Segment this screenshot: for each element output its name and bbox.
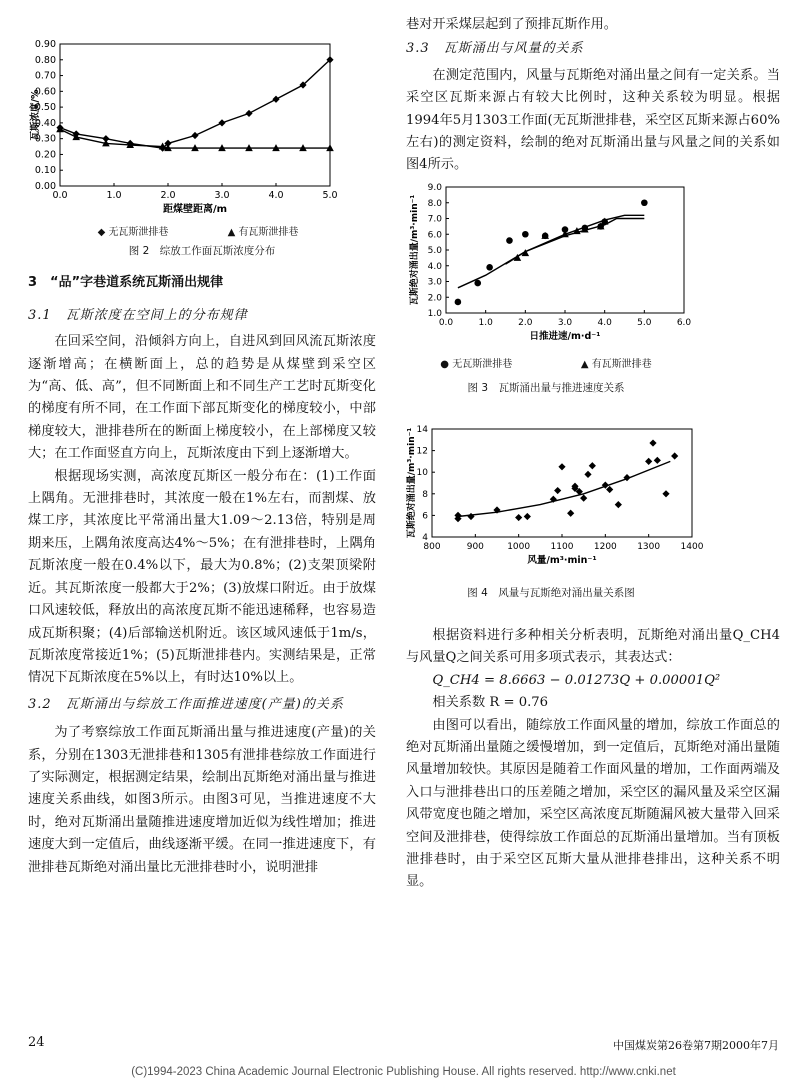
y-tick-label: 4 bbox=[422, 533, 428, 544]
x-axis-label: 风量/m³·min⁻¹ bbox=[527, 555, 597, 567]
y-tick-label: 10 bbox=[416, 468, 428, 479]
data-point bbox=[474, 280, 481, 287]
y-tick-label: 3.0 bbox=[427, 277, 442, 288]
figure-3-legend bbox=[406, 354, 686, 376]
y-tick-label: 0.80 bbox=[34, 54, 56, 66]
x-tick-label: 6.0 bbox=[676, 317, 692, 328]
x-tick-label: 1200 bbox=[593, 542, 617, 553]
x-axis-label: 距煤壁距离/m bbox=[162, 204, 228, 215]
legend-item: ◆ 无瓦斯泄排巷 bbox=[97, 227, 169, 239]
section-3-3-title: 3.3 瓦斯涌出与风量的关系 bbox=[406, 41, 584, 57]
data-point bbox=[515, 514, 522, 521]
data-point bbox=[671, 452, 678, 459]
data-point bbox=[554, 487, 561, 494]
y-tick-label: 0.60 bbox=[34, 86, 56, 98]
x-tick-label: 2.0 bbox=[160, 190, 176, 201]
y-tick-label: 0.00 bbox=[34, 181, 56, 192]
plot-frame bbox=[60, 44, 330, 186]
y-tick-label: 5.0 bbox=[427, 245, 442, 256]
plot-frame bbox=[446, 187, 684, 313]
journal-info: 中国煤炭第26卷第7期2000年7月 bbox=[613, 1039, 779, 1052]
data-point bbox=[584, 471, 591, 478]
figure-2-chart bbox=[28, 38, 338, 216]
y-tick-label: 0.20 bbox=[34, 149, 56, 161]
paragraph: 在回采空间，沿倾斜方向上，自进风到回风流瓦斯浓度逐渐增高；在横断面上，总的趋势是从煤壁到采空区为“高、低、高”，但不同断面上和不同生产工艺时瓦斯变化的梯度有所不同，在工作面下部瓦斯变化的梯度较小，中部梯度较大，泄排巷所在的断面上梯度较小，在上部梯度又较大；在工作面竖直方向上，瓦斯浓度由下到上逐渐增大。 bbox=[28, 334, 376, 462]
x-tick-label: 5.0 bbox=[637, 317, 652, 328]
figure-4 bbox=[406, 423, 780, 605]
figure-2 bbox=[28, 38, 376, 238]
legend-label: 有瓦斯泄排巷 bbox=[238, 227, 299, 239]
data-point bbox=[580, 495, 587, 502]
data-point bbox=[654, 457, 661, 464]
data-point bbox=[558, 463, 565, 470]
y-tick-label: 9.0 bbox=[427, 182, 442, 193]
formula: Q_CH4 = 8.6663 − 0.01273Q + 0.00001Q² bbox=[432, 672, 721, 688]
data-point bbox=[467, 513, 474, 520]
y-tick-label: 0.40 bbox=[34, 117, 56, 129]
figure-3 bbox=[406, 181, 780, 399]
y-tick-label: 0.70 bbox=[34, 70, 56, 82]
paragraph: 由图可以看出，随综放工作面风量的增加，综放工作面总的绝对瓦斯涌出量随之缓慢增加，到一定值后，瓦斯绝对涌出量随风量增加较快。其原因是随着工作面风量的增加，工作面两端及入口与泄排巷出口的压差随之增加，采空区的漏风量及采空区漏风带宽度也随之增加，采空区高浓度瓦斯随漏风被大量带入回采空间及泄排巷，使得综放工作面总的瓦斯涌出量增加。当有顶板泄排巷时，由于采空区瓦斯大量从泄排巷排出，这种关系不明显。 bbox=[406, 717, 780, 890]
paragraph: 在测定范围内，风量与瓦斯绝对涌出量之间有一定关系。当采空区瓦斯来源占有较大比例时，这种关系较为明显。根据1994年5月1303工作面(无瓦斯泄排巷，采空区瓦斯来源占60%左右)的测定资料，绘制的绝对瓦斯涌出量与风量之间的关系如图4所示。 bbox=[406, 67, 780, 173]
legend-item: ▲ 有瓦斯泄排巷 bbox=[227, 227, 299, 239]
data-point bbox=[645, 458, 652, 465]
x-tick-label: 2.0 bbox=[518, 317, 533, 328]
data-point bbox=[272, 96, 279, 103]
section-3-1-title: 3.1 瓦斯浓度在空间上的分布规律 bbox=[28, 307, 248, 323]
y-tick-label: 0.50 bbox=[34, 102, 56, 114]
y-tick-label: 12 bbox=[416, 446, 428, 457]
figure-4-caption: 图 4 风量与瓦斯绝对涌出量关系图 bbox=[467, 587, 635, 600]
legend-label: 无瓦斯泄排巷 bbox=[452, 359, 513, 371]
x-tick-label: 1.0 bbox=[106, 190, 122, 201]
y-tick-label: 0.90 bbox=[34, 39, 56, 50]
y-tick-label: 0.30 bbox=[34, 133, 56, 145]
paragraph: 根据现场实测，高浓度瓦斯区一般分布在：(1)工作面上隅角。无泄排巷时，其浓度一般在1%左右，而割煤、放煤工序，其浓度比平常涌出量大1.09～2.13倍，特别是周期来压，上隅角浓度高达4%～5%；在有泄排巷时，上隅角瓦斯浓度一般在0.4%以下，最大为0.8%；(2)支架顶梁附近。其瓦斯浓度一般都大于2%；(3)放煤口附近。由于放煤口风速较低，释放出的高浓度瓦斯不能迅速稀释，也容易造成瓦斯积聚；(4)后部输送机附近。该区域风速低于1m/s，瓦斯浓度常接近1%；(5)瓦斯泄排巷内。实测结果是，正常情况下瓦斯浓度在5%以上，有时达10%以上。 bbox=[28, 468, 376, 686]
y-tick-label: 6.0 bbox=[427, 230, 442, 241]
legend-item: ● 无瓦斯泄排巷 bbox=[440, 359, 513, 371]
legend-label: 有瓦斯泄排巷 bbox=[591, 359, 652, 371]
x-tick-label: 1300 bbox=[637, 542, 661, 553]
fit-curve bbox=[458, 461, 670, 516]
y-tick-label: 1.0 bbox=[427, 308, 442, 319]
y-tick-label: 8 bbox=[422, 489, 428, 500]
data-point bbox=[606, 486, 613, 493]
right-column bbox=[406, 14, 780, 894]
figure-3-chart bbox=[406, 181, 696, 346]
data-point bbox=[615, 501, 622, 508]
y-axis-label: 瓦斯绝对涌出量/m³·min⁻¹ bbox=[410, 194, 420, 306]
legend-label: 无瓦斯泄排巷 bbox=[108, 227, 169, 239]
x-tick-label: 4.0 bbox=[268, 190, 284, 201]
x-tick-label: 900 bbox=[466, 542, 484, 553]
y-tick-label: 6 bbox=[422, 511, 428, 522]
y-tick-label: 7.0 bbox=[427, 214, 442, 225]
figure-2-caption: 图 2 综放工作面瓦斯浓度分布 bbox=[128, 245, 276, 257]
data-point bbox=[522, 231, 529, 238]
y-axis-label: 瓦斯绝对涌出量/m³·min⁻¹ bbox=[407, 427, 417, 539]
fit-curve bbox=[506, 218, 645, 264]
x-tick-label: 4.0 bbox=[597, 317, 612, 328]
x-tick-label: 1400 bbox=[680, 542, 704, 553]
y-tick-label: 2.0 bbox=[427, 293, 442, 304]
section-3-2-title: 3.2 瓦斯涌出与综放工作面推进速度(产量)的关系 bbox=[28, 696, 344, 712]
x-tick-label: 0.0 bbox=[438, 317, 454, 328]
data-point bbox=[649, 440, 656, 447]
x-tick-label: 1.0 bbox=[478, 317, 493, 328]
data-point bbox=[641, 199, 648, 206]
x-tick-label: 800 bbox=[423, 542, 441, 553]
data-point bbox=[455, 299, 462, 306]
legend-item: ▲ 有瓦斯泄排巷 bbox=[580, 359, 652, 371]
y-axis-label: 瓦斯浓度/% bbox=[30, 89, 41, 141]
x-tick-label: 3.0 bbox=[557, 317, 573, 328]
left-column bbox=[28, 38, 376, 879]
data-point bbox=[191, 132, 198, 139]
section-3-title: 3 “品”字巷道系统瓦斯涌出规律 bbox=[28, 275, 224, 291]
data-point bbox=[589, 462, 596, 469]
x-tick-label: 1100 bbox=[550, 542, 574, 553]
page-number: 24 bbox=[28, 1035, 45, 1050]
paragraph: 根据资料进行多种相关分析表明，瓦斯绝对涌出量Q_CH4与风量Q之间关系可用多项式表示，其表达式： bbox=[406, 627, 780, 666]
paragraph: 巷对开采煤层起到了预排瓦斯作用。 bbox=[406, 17, 617, 32]
data-point bbox=[662, 490, 669, 497]
data-point bbox=[245, 110, 252, 117]
x-tick-label: 0.0 bbox=[52, 190, 68, 201]
y-tick-label: 8.0 bbox=[427, 198, 442, 209]
x-tick-label: 5.0 bbox=[322, 190, 338, 201]
figure-4-chart bbox=[406, 423, 706, 568]
y-tick-label: 4.0 bbox=[427, 261, 442, 272]
data-point bbox=[567, 510, 574, 517]
paragraph: 为了考察综放工作面瓦斯涌出量与推进速度(产量)的关系，分别在1303无泄排巷和1305有泄排巷综放工作面进行了实际测定，根据测定结果，绘制出瓦斯绝对涌出量与推进速度关系曲线，如图3所示。由图3可见，当推进速度不大时，绝对瓦斯涌出量随推进速度增加近似为线性增加；推进速度大到一定值后，曲线逐渐平缓。在同一推进速度下，有泄排巷瓦斯绝对涌出量比无泄排巷时小，说明泄排 bbox=[28, 725, 376, 875]
x-axis-label: 日推进速/m·d⁻¹ bbox=[529, 330, 601, 342]
y-tick-label: 0.10 bbox=[34, 165, 56, 177]
data-point bbox=[506, 237, 513, 244]
data-point bbox=[524, 513, 531, 520]
copyright-footer: (C)1994-2023 China Academic Journal Electronic Publishing House. All rights reserved. http://www.cnki.net bbox=[131, 1066, 676, 1078]
data-point bbox=[218, 119, 225, 126]
x-tick-label: 1000 bbox=[507, 542, 531, 553]
figure-3-caption: 图 3 瓦斯涌出量与推进速度关系 bbox=[467, 381, 625, 394]
correlation: 相关系数 R = 0.76 bbox=[432, 695, 549, 711]
x-tick-label: 3.0 bbox=[214, 190, 230, 201]
fit-curve bbox=[458, 215, 644, 287]
y-tick-label: 14 bbox=[416, 425, 428, 436]
data-point bbox=[486, 264, 493, 271]
